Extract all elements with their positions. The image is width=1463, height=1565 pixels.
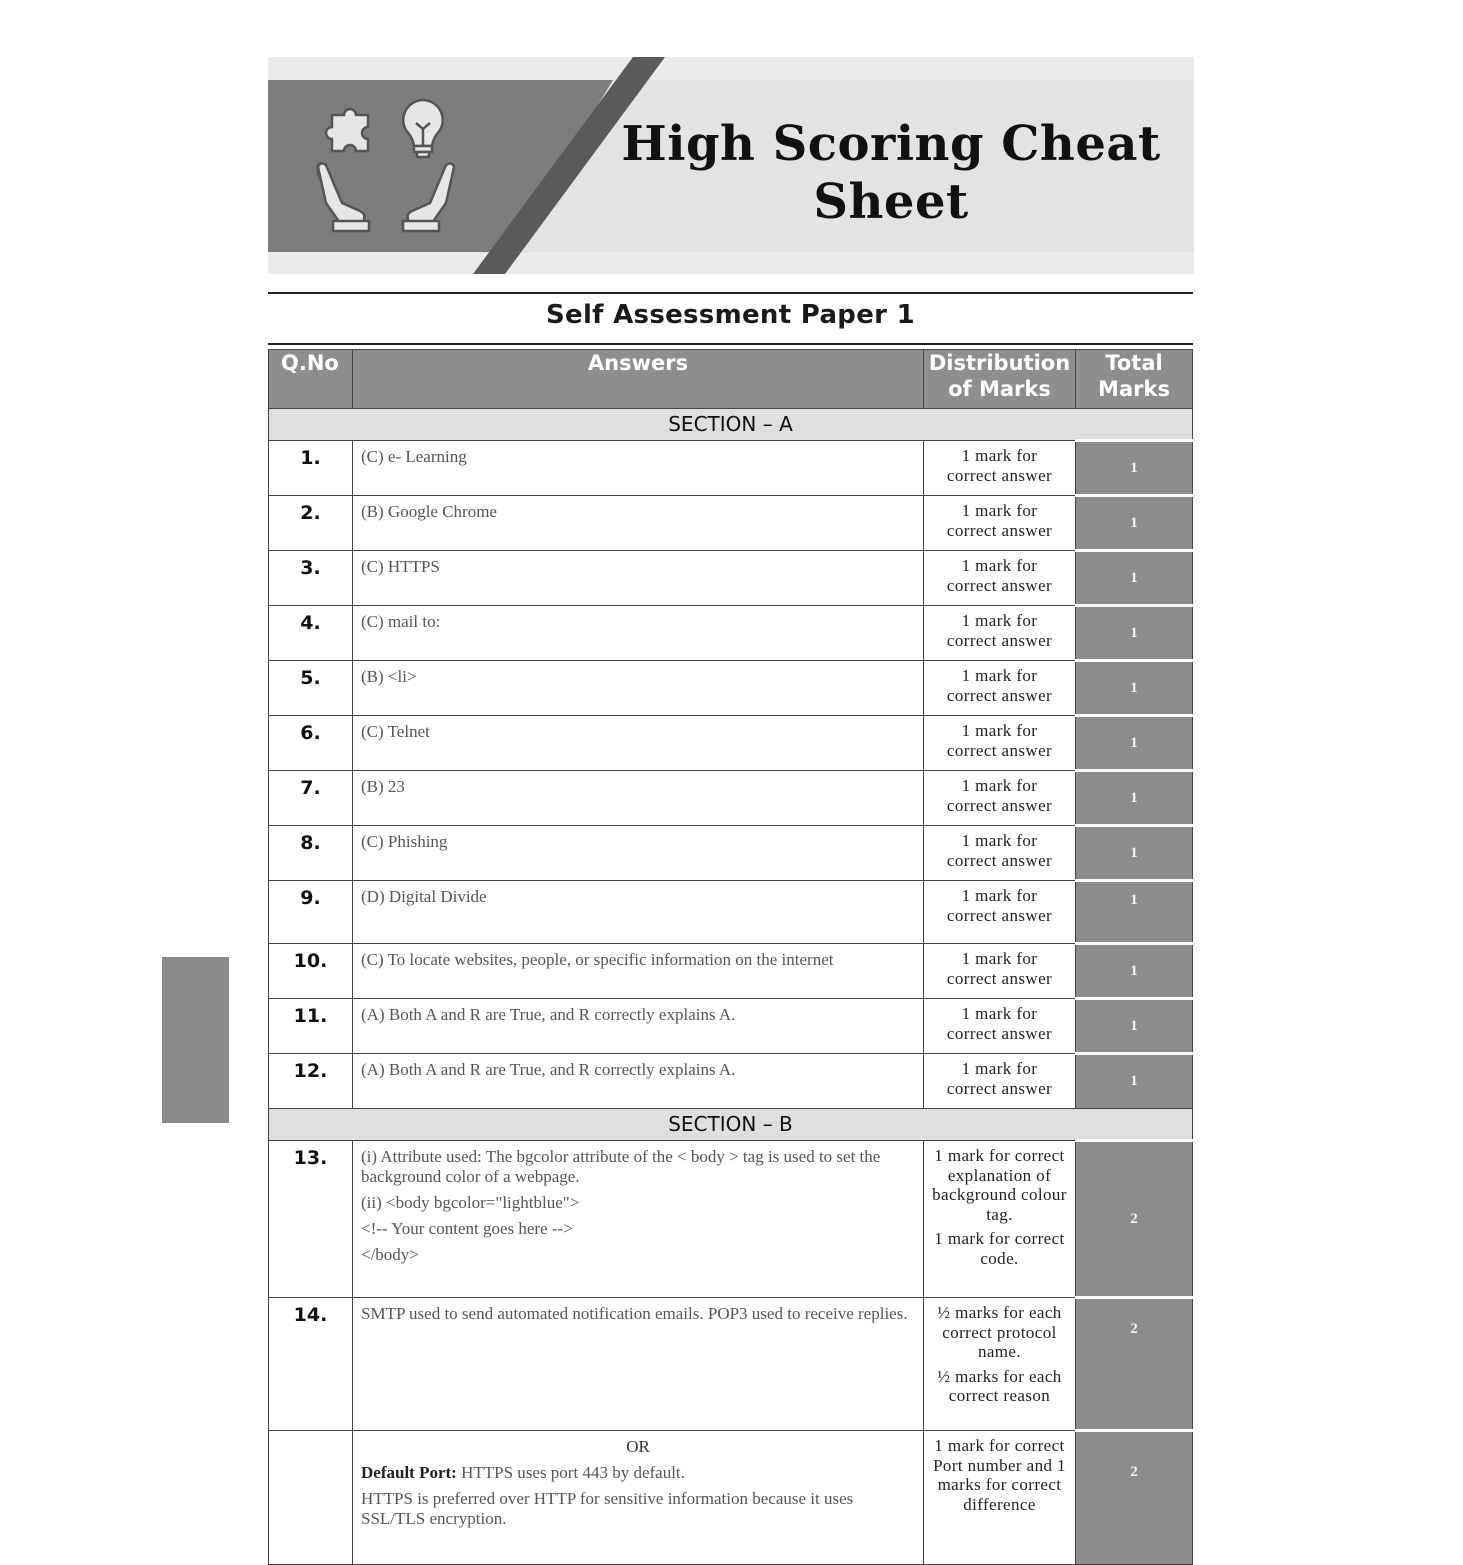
- or-label: OR: [626, 1437, 650, 1456]
- distribution-cell: [924, 881, 1076, 944]
- distribution-line: correct answer: [946, 465, 1053, 485]
- distribution-text: 1 mark for correct Port number and 1 marks for correct difference: [933, 1436, 1066, 1514]
- qno-cell: 3.: [269, 551, 353, 606]
- answer-text: HTTPS is preferred over HTTP for sensitive information because it uses SSL/TLS encryption.: [361, 1489, 854, 1528]
- table-row: [269, 606, 1193, 661]
- distribution-line: 1 mark for: [961, 776, 1038, 795]
- qno-cell: 1.: [269, 441, 353, 496]
- table-row: [269, 496, 1193, 551]
- table-row: [269, 944, 1193, 999]
- distribution-line: correct answer: [946, 905, 1053, 925]
- section-a-title: SECTION – A: [269, 409, 1193, 441]
- default-port-line: [361, 1463, 915, 1483]
- total-marks-cell: 1: [1076, 771, 1193, 826]
- distribution-line: correct answer: [946, 1078, 1053, 1098]
- qno-cell: 13.: [269, 1141, 353, 1298]
- distribution-text: 1 mark for correct code.: [934, 1229, 1065, 1268]
- total-marks-cell: 1: [1076, 661, 1193, 716]
- page-subtitle: Self Assessment Paper 1: [545, 300, 916, 330]
- table-row: [269, 441, 1193, 496]
- distribution-line: correct answer: [946, 1023, 1053, 1043]
- section-b-header: [269, 1109, 1193, 1141]
- total-marks-cell: 1: [1076, 716, 1193, 771]
- header-banner: [268, 57, 1194, 274]
- distribution-cell: [924, 661, 1076, 716]
- table-row-q14: [269, 1298, 1193, 1431]
- distribution-cell: [924, 1054, 1076, 1109]
- distribution-cell: [924, 1431, 1076, 1565]
- answer-cell: (C) e- Learning: [353, 441, 924, 496]
- puzzle-piece-icon: [326, 109, 368, 151]
- default-port-label: Default Port:: [361, 1463, 457, 1482]
- answer-cell: (B) 23: [353, 771, 924, 826]
- answer-cell: (C) HTTPS: [353, 551, 924, 606]
- distribution-text: ½ marks for each correct reason: [937, 1366, 1062, 1405]
- distribution-line: 1 mark for: [961, 611, 1038, 630]
- total-marks-cell: 1: [1076, 826, 1193, 881]
- qno-cell: 5.: [269, 661, 353, 716]
- answer-line: <!-- Your content goes here -->: [361, 1219, 573, 1238]
- banner-title: [608, 115, 1174, 231]
- distribution-line: 1 mark for: [961, 831, 1038, 850]
- header-total-line2: Marks: [1098, 377, 1170, 401]
- banner-icons: [308, 95, 468, 237]
- header-total-line1: Total: [1105, 351, 1163, 375]
- distribution-line: 1 mark for: [961, 949, 1038, 968]
- qno-cell: 12.: [269, 1054, 353, 1109]
- total-marks-cell: 1: [1076, 606, 1193, 661]
- distribution-line: correct answer: [946, 630, 1053, 650]
- distribution-cell: [924, 999, 1076, 1054]
- distribution-line: correct answer: [946, 520, 1053, 540]
- section-a-header: [269, 409, 1193, 441]
- answer-cell: (C) Phishing: [353, 826, 924, 881]
- table-row: [269, 881, 1193, 944]
- distribution-cell: [924, 441, 1076, 496]
- total-marks-cell: 1: [1076, 944, 1193, 999]
- answer-cell: (A) Both A and R are True, and R correctly explains A.: [353, 1054, 924, 1109]
- distribution-cell: [924, 771, 1076, 826]
- distribution-line: 1 mark for: [961, 666, 1038, 685]
- qno-cell: 2.: [269, 496, 353, 551]
- table-row: [269, 716, 1193, 771]
- header-distribution-line2: of Marks: [948, 377, 1051, 401]
- answer-cell: (C) mail to:: [353, 606, 924, 661]
- default-port-text: HTTPS uses port 443 by default.: [456, 1463, 685, 1482]
- table-row: [269, 661, 1193, 716]
- answer-line: </body>: [361, 1245, 419, 1264]
- distribution-line: 1 mark for: [961, 1004, 1038, 1023]
- open-hands-icon: [318, 163, 455, 231]
- header-qno: Q.No: [269, 350, 353, 409]
- distribution-cell: [924, 1141, 1076, 1298]
- table-header-row: [269, 350, 1193, 409]
- total-marks-cell: 2: [1076, 1141, 1193, 1298]
- total-marks-cell: 1: [1076, 496, 1193, 551]
- qno-cell: 8.: [269, 826, 353, 881]
- table-row-q14-or: [269, 1431, 1193, 1565]
- header-total: [1076, 350, 1193, 409]
- distribution-line: 1 mark for: [961, 886, 1038, 905]
- answer-cell: (B) Google Chrome: [353, 496, 924, 551]
- table-row: [269, 999, 1193, 1054]
- header-answers: Answers: [353, 350, 924, 409]
- lightbulb-icon: [403, 100, 442, 157]
- marking-scheme-table: [268, 349, 1193, 1565]
- distribution-line: 1 mark for: [961, 501, 1038, 520]
- distribution-line: 1 mark for: [961, 446, 1038, 465]
- distribution-line: correct answer: [946, 795, 1053, 815]
- total-marks-cell: 1: [1076, 551, 1193, 606]
- distribution-text: 1 mark for correct explanation of background colour tag.: [932, 1146, 1067, 1224]
- answer-cell: (A) Both A and R are True, and R correctly explains A.: [353, 999, 924, 1054]
- distribution-line: correct answer: [946, 740, 1053, 760]
- distribution-cell: [924, 551, 1076, 606]
- total-marks-cell: 2: [1076, 1431, 1193, 1565]
- banner-title-line2: Sheet: [813, 174, 969, 230]
- answer-cell: (D) Digital Divide: [353, 881, 924, 944]
- answer-cell: (C) Telnet: [353, 716, 924, 771]
- table-row: [269, 826, 1193, 881]
- distribution-cell: [924, 606, 1076, 661]
- distribution-line: 1 mark for: [961, 721, 1038, 740]
- table-row: [269, 551, 1193, 606]
- total-marks-cell: 1: [1076, 441, 1193, 496]
- answer-cell: [353, 1298, 924, 1431]
- answer-line: (ii) <body bgcolor="lightblue">: [361, 1193, 580, 1212]
- total-marks-cell: 1: [1076, 999, 1193, 1054]
- table-row: [269, 771, 1193, 826]
- distribution-text: ½ marks for each correct protocol name.: [937, 1303, 1062, 1361]
- answer-line: (i) Attribute used: The bgcolor attribute of the < body > tag is used to set the background color of a webpage.: [361, 1147, 881, 1186]
- answer-cell: [353, 1431, 924, 1565]
- answer-text: SMTP used to send automated notification emails. POP3 used to receive replies.: [361, 1304, 908, 1323]
- table-row: [269, 1054, 1193, 1109]
- distribution-cell: [924, 1298, 1076, 1431]
- distribution-cell: [924, 496, 1076, 551]
- table-row-q13: [269, 1141, 1193, 1298]
- distribution-cell: [924, 826, 1076, 881]
- distribution-line: 1 mark for: [961, 1059, 1038, 1078]
- distribution-line: correct answer: [946, 850, 1053, 870]
- qno-cell: 6.: [269, 716, 353, 771]
- qno-cell: 4.: [269, 606, 353, 661]
- answer-cell: (C) To locate websites, people, or specific information on the internet: [353, 944, 924, 999]
- qno-cell-empty: [269, 1431, 353, 1565]
- distribution-cell: [924, 716, 1076, 771]
- header-distribution-line1: Distribution: [928, 351, 1071, 375]
- distribution-line: correct answer: [946, 685, 1053, 705]
- total-marks-cell: 2: [1076, 1298, 1193, 1431]
- qno-cell: 14.: [269, 1298, 353, 1431]
- qno-cell: 11.: [269, 999, 353, 1054]
- distribution-line: correct answer: [946, 968, 1053, 988]
- distribution-cell: [924, 944, 1076, 999]
- distribution-line: correct answer: [946, 575, 1053, 595]
- side-tab-marker: [162, 957, 229, 1123]
- qno-cell: 9.: [269, 881, 353, 944]
- top-rule: [268, 292, 1193, 294]
- answer-cell: [353, 1141, 924, 1298]
- banner-title-line1: High Scoring Cheat: [621, 116, 1161, 172]
- qno-cell: 10.: [269, 944, 353, 999]
- section-b-title: SECTION – B: [269, 1109, 1193, 1141]
- distribution-line: 1 mark for: [961, 556, 1038, 575]
- answer-cell: (B) <li>: [353, 661, 924, 716]
- qno-cell: 7.: [269, 771, 353, 826]
- bottom-rule: [268, 343, 1193, 345]
- total-marks-cell: 1: [1076, 881, 1193, 944]
- header-distribution: [924, 350, 1076, 409]
- total-marks-cell: 1: [1076, 1054, 1193, 1109]
